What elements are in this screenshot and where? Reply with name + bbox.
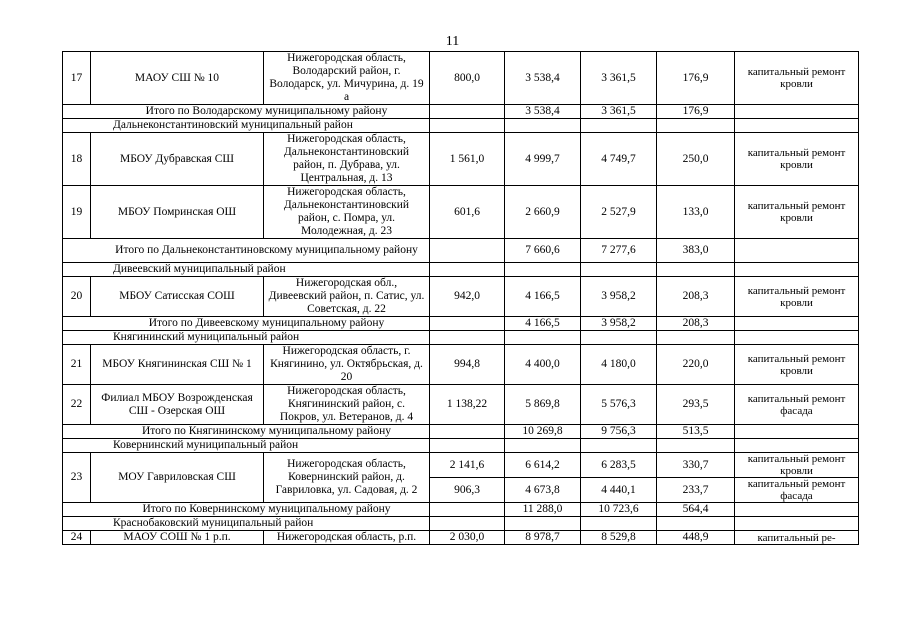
work-type: капитальный ремонт кровли (735, 52, 859, 105)
total-cost: 6 614,2 (505, 453, 581, 478)
area-value: 994,8 (430, 345, 505, 385)
district-header-row (63, 439, 859, 453)
school-address: Нижегородская область, Дальнеконстантиновский район, с. Помра, ул. Молодежная, д. 23 (264, 186, 430, 239)
empty-cell (657, 517, 735, 531)
table-row (63, 186, 859, 239)
empty-cell (581, 119, 657, 133)
district-header-row (63, 119, 859, 133)
empty-cell (735, 331, 859, 345)
district-header-row (63, 517, 859, 531)
regional-cost: 8 529,8 (581, 531, 657, 545)
table-body (63, 52, 859, 545)
school-name: МБОУ Дубравская СШ (91, 133, 264, 186)
empty-cell (505, 263, 581, 277)
subtotal-total: 3 538,4 (505, 105, 581, 119)
page-number: 11 (445, 34, 460, 49)
empty-cell (581, 331, 657, 345)
subtotal-label: Итого по Дивеевскому муниципальному району (63, 317, 430, 331)
work-type: капитальный ремонт фасада (735, 478, 859, 503)
total-cost: 4 999,7 (505, 133, 581, 186)
district-name: Ковернинский муниципальный район (63, 439, 430, 453)
school-name: МАОУ СОШ № 1 р.п. (91, 531, 264, 545)
empty-cell (581, 517, 657, 531)
empty-cell (657, 439, 735, 453)
work-type: капитальный ремонт кровли (735, 186, 859, 239)
row-number: 23 (63, 453, 91, 503)
empty-cell (581, 439, 657, 453)
total-cost: 4 673,8 (505, 478, 581, 503)
school-repair-table (62, 51, 859, 545)
area-value: 942,0 (430, 277, 505, 317)
work-type: капитальный ремонт фасада (735, 385, 859, 425)
school-name: МБОУ Княгининская СШ № 1 (91, 345, 264, 385)
empty-cell (657, 263, 735, 277)
empty-cell (505, 119, 581, 133)
empty-cell (430, 425, 505, 439)
area-value: 906,3 (430, 478, 505, 503)
subtotal-total: 11 288,0 (505, 503, 581, 517)
district-header-row (63, 331, 859, 345)
subtotal-regional: 3 361,5 (581, 105, 657, 119)
subtotal-total: 4 166,5 (505, 317, 581, 331)
subtotal-row (63, 239, 859, 263)
subtotal-local: 513,5 (657, 425, 735, 439)
subtotal-total: 7 660,6 (505, 239, 581, 263)
empty-cell (430, 105, 505, 119)
empty-cell (735, 503, 859, 517)
regional-cost: 4 749,7 (581, 133, 657, 186)
table-row (63, 52, 859, 105)
row-number: 22 (63, 385, 91, 425)
empty-cell (430, 263, 505, 277)
subtotal-row (63, 425, 859, 439)
empty-cell (430, 439, 505, 453)
local-cost: 330,7 (657, 453, 735, 478)
regional-cost: 3 361,5 (581, 52, 657, 105)
subtotal-label: Итого по Княгининскому муниципальному району (63, 425, 430, 439)
subtotal-label: Итого по Дальнеконстантиновскому муниципальному району (63, 239, 430, 263)
school-name: Филиал МБОУ Возрожденская СШ - Озерская ОШ (91, 385, 264, 425)
school-address: Нижегородская область, р.п. (264, 531, 430, 545)
regional-cost: 3 958,2 (581, 277, 657, 317)
regional-cost: 5 576,3 (581, 385, 657, 425)
regional-cost: 4 180,0 (581, 345, 657, 385)
empty-cell (430, 119, 505, 133)
work-type: капитальный ремонт кровли (735, 453, 859, 478)
row-number: 17 (63, 52, 91, 105)
subtotal-label: Итого по Володарскому муниципальному району (63, 105, 430, 119)
district-name: Дальнеконстантиновский муниципальный район (63, 119, 430, 133)
subtotal-row (63, 105, 859, 119)
local-cost: 176,9 (657, 52, 735, 105)
table-row (63, 133, 859, 186)
empty-cell (735, 105, 859, 119)
area-value: 2 141,6 (430, 453, 505, 478)
subtotal-local: 564,4 (657, 503, 735, 517)
empty-cell (505, 331, 581, 345)
subtotal-regional: 9 756,3 (581, 425, 657, 439)
total-cost: 4 400,0 (505, 345, 581, 385)
local-cost: 293,5 (657, 385, 735, 425)
total-cost: 8 978,7 (505, 531, 581, 545)
row-number: 19 (63, 186, 91, 239)
table-row (63, 531, 859, 545)
area-value: 601,6 (430, 186, 505, 239)
empty-cell (430, 239, 505, 263)
school-name: МБОУ Сатисская СОШ (91, 277, 264, 317)
local-cost: 133,0 (657, 186, 735, 239)
subtotal-regional: 7 277,6 (581, 239, 657, 263)
subtotal-local: 176,9 (657, 105, 735, 119)
local-cost: 233,7 (657, 478, 735, 503)
regional-cost: 6 283,5 (581, 453, 657, 478)
empty-cell (430, 317, 505, 331)
school-address: Нижегородская область, Княгининский район, с. Покров, ул. Ветеранов, д. 4 (264, 385, 430, 425)
subtotal-row (63, 503, 859, 517)
local-cost: 208,3 (657, 277, 735, 317)
total-cost: 2 660,9 (505, 186, 581, 239)
empty-cell (657, 119, 735, 133)
school-address: Нижегородская область, г. Княгинино, ул. Октябрьская, д. 20 (264, 345, 430, 385)
district-name: Княгининский муниципальный район (63, 331, 430, 345)
local-cost: 448,9 (657, 531, 735, 545)
empty-cell (735, 317, 859, 331)
school-address: Нижегородская область, Володарский район, г. Володарск, ул. Мичурина, д. 19 а (264, 52, 430, 105)
subtotal-local: 208,3 (657, 317, 735, 331)
subtotal-regional: 10 723,6 (581, 503, 657, 517)
subtotal-row (63, 317, 859, 331)
empty-cell (430, 331, 505, 345)
area-value: 2 030,0 (430, 531, 505, 545)
district-name: Краснобаковский муниципальный район (63, 517, 430, 531)
row-number: 21 (63, 345, 91, 385)
subtotal-label: Итого по Ковернинскому муниципальному району (63, 503, 430, 517)
empty-cell (735, 439, 859, 453)
empty-cell (430, 517, 505, 531)
total-cost: 3 538,4 (505, 52, 581, 105)
total-cost: 4 166,5 (505, 277, 581, 317)
school-name: МАОУ СШ № 10 (91, 52, 264, 105)
school-name: МБОУ Помринская ОШ (91, 186, 264, 239)
empty-cell (505, 517, 581, 531)
row-number: 18 (63, 133, 91, 186)
table-row (63, 385, 859, 425)
area-value: 1 138,22 (430, 385, 505, 425)
school-name: МОУ Гавриловская СШ (91, 453, 264, 503)
district-name: Дивеевский муниципальный район (63, 263, 430, 277)
local-cost: 220,0 (657, 345, 735, 385)
school-address: Нижегородская область, Ковернинский район, д. Гавриловка, ул. Садовая, д. 2 (264, 453, 430, 503)
table-row (63, 345, 859, 385)
school-address: Нижегородская область, Дальнеконстантиновский район, п. Дубрава, ул. Центральная, д. 13 (264, 133, 430, 186)
row-number: 24 (63, 531, 91, 545)
subtotal-regional: 3 958,2 (581, 317, 657, 331)
area-value: 1 561,0 (430, 133, 505, 186)
total-cost: 5 869,8 (505, 385, 581, 425)
school-address: Нижегородская обл., Дивеевский район, п. Сатис, ул. Советская, д. 22 (264, 277, 430, 317)
empty-cell (735, 425, 859, 439)
local-cost: 250,0 (657, 133, 735, 186)
district-header-row (63, 263, 859, 277)
work-type: капитальный ремонт кровли (735, 133, 859, 186)
row-number: 20 (63, 277, 91, 317)
table-row (63, 277, 859, 317)
empty-cell (735, 239, 859, 263)
empty-cell (430, 503, 505, 517)
work-type: капитальный ремонт кровли (735, 277, 859, 317)
work-type: капитальный ремонт кровли (735, 345, 859, 385)
regional-cost: 2 527,9 (581, 186, 657, 239)
empty-cell (735, 263, 859, 277)
subtotal-total: 10 269,8 (505, 425, 581, 439)
empty-cell (735, 119, 859, 133)
empty-cell (505, 439, 581, 453)
area-value: 800,0 (430, 52, 505, 105)
table-row (63, 453, 859, 478)
empty-cell (735, 517, 859, 531)
empty-cell (657, 331, 735, 345)
empty-cell (581, 263, 657, 277)
work-type: капитальный ре- (735, 531, 859, 545)
subtotal-local: 383,0 (657, 239, 735, 263)
regional-cost: 4 440,1 (581, 478, 657, 503)
